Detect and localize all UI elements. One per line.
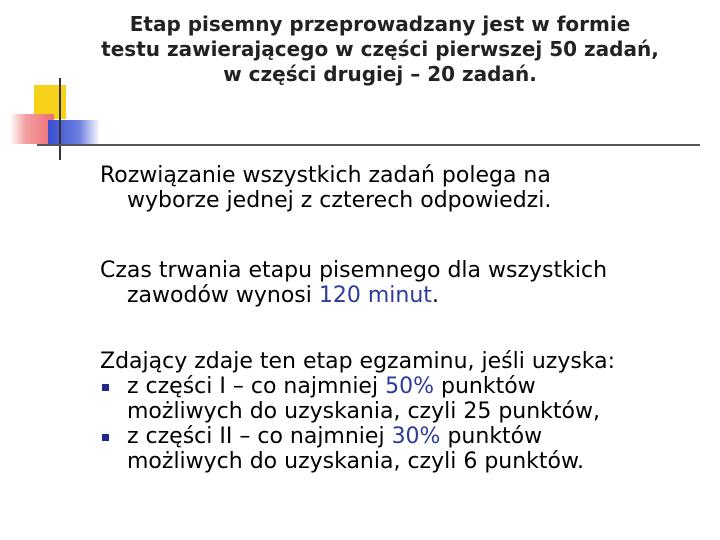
square-bullet-icon	[102, 384, 109, 391]
text-segment: z części I – co najmniej	[127, 374, 386, 399]
paragraph-duration	[100, 258, 700, 308]
percent-value: 30%	[391, 424, 441, 449]
text-segment: punktów	[433, 374, 536, 399]
paragraph-line	[100, 283, 700, 308]
decorative-blue-block	[48, 120, 100, 146]
paragraph-line: możliwych do uzyskania, czyli 6 punktów.	[127, 449, 584, 474]
paragraph-line: możliwych do uzyskania, czyli 25 punktów,	[127, 399, 600, 424]
list-item	[100, 374, 700, 399]
text-segment: z części II – co najmniej	[127, 424, 392, 449]
paragraph-line: Czas trwania etapu pisemnego dla wszystkich	[100, 258, 608, 283]
paragraph-answers	[100, 163, 700, 213]
paragraph-line: wyborze jednej z czterech odpowiedzi.	[127, 188, 552, 213]
text-segment: .	[431, 283, 439, 308]
square-bullet-icon	[102, 434, 109, 441]
title-line: testu zawierającego w części pierwszej 50 zadań,	[101, 37, 659, 61]
title-divider-line	[37, 144, 700, 146]
paragraph-pass-criteria	[100, 349, 700, 474]
percent-value: 50%	[385, 374, 434, 399]
paragraph-line: Zdający zdaje ten etap egzaminu, jeśli uzyska:	[100, 349, 616, 374]
list-item	[100, 424, 700, 449]
slide-title	[70, 12, 690, 87]
title-line: w części drugiej – 20 zadań.	[223, 62, 537, 86]
text-segment: punktów	[440, 424, 543, 449]
title-line: Etap pisemny przeprowadzany jest w formie	[129, 12, 631, 36]
decorative-vertical-line	[59, 78, 61, 160]
paragraph-line: Rozwiązanie wszystkich zadań polega na	[100, 163, 551, 188]
text-segment: zawodów wynosi	[127, 283, 319, 308]
duration-value: 120 minut	[318, 283, 432, 308]
